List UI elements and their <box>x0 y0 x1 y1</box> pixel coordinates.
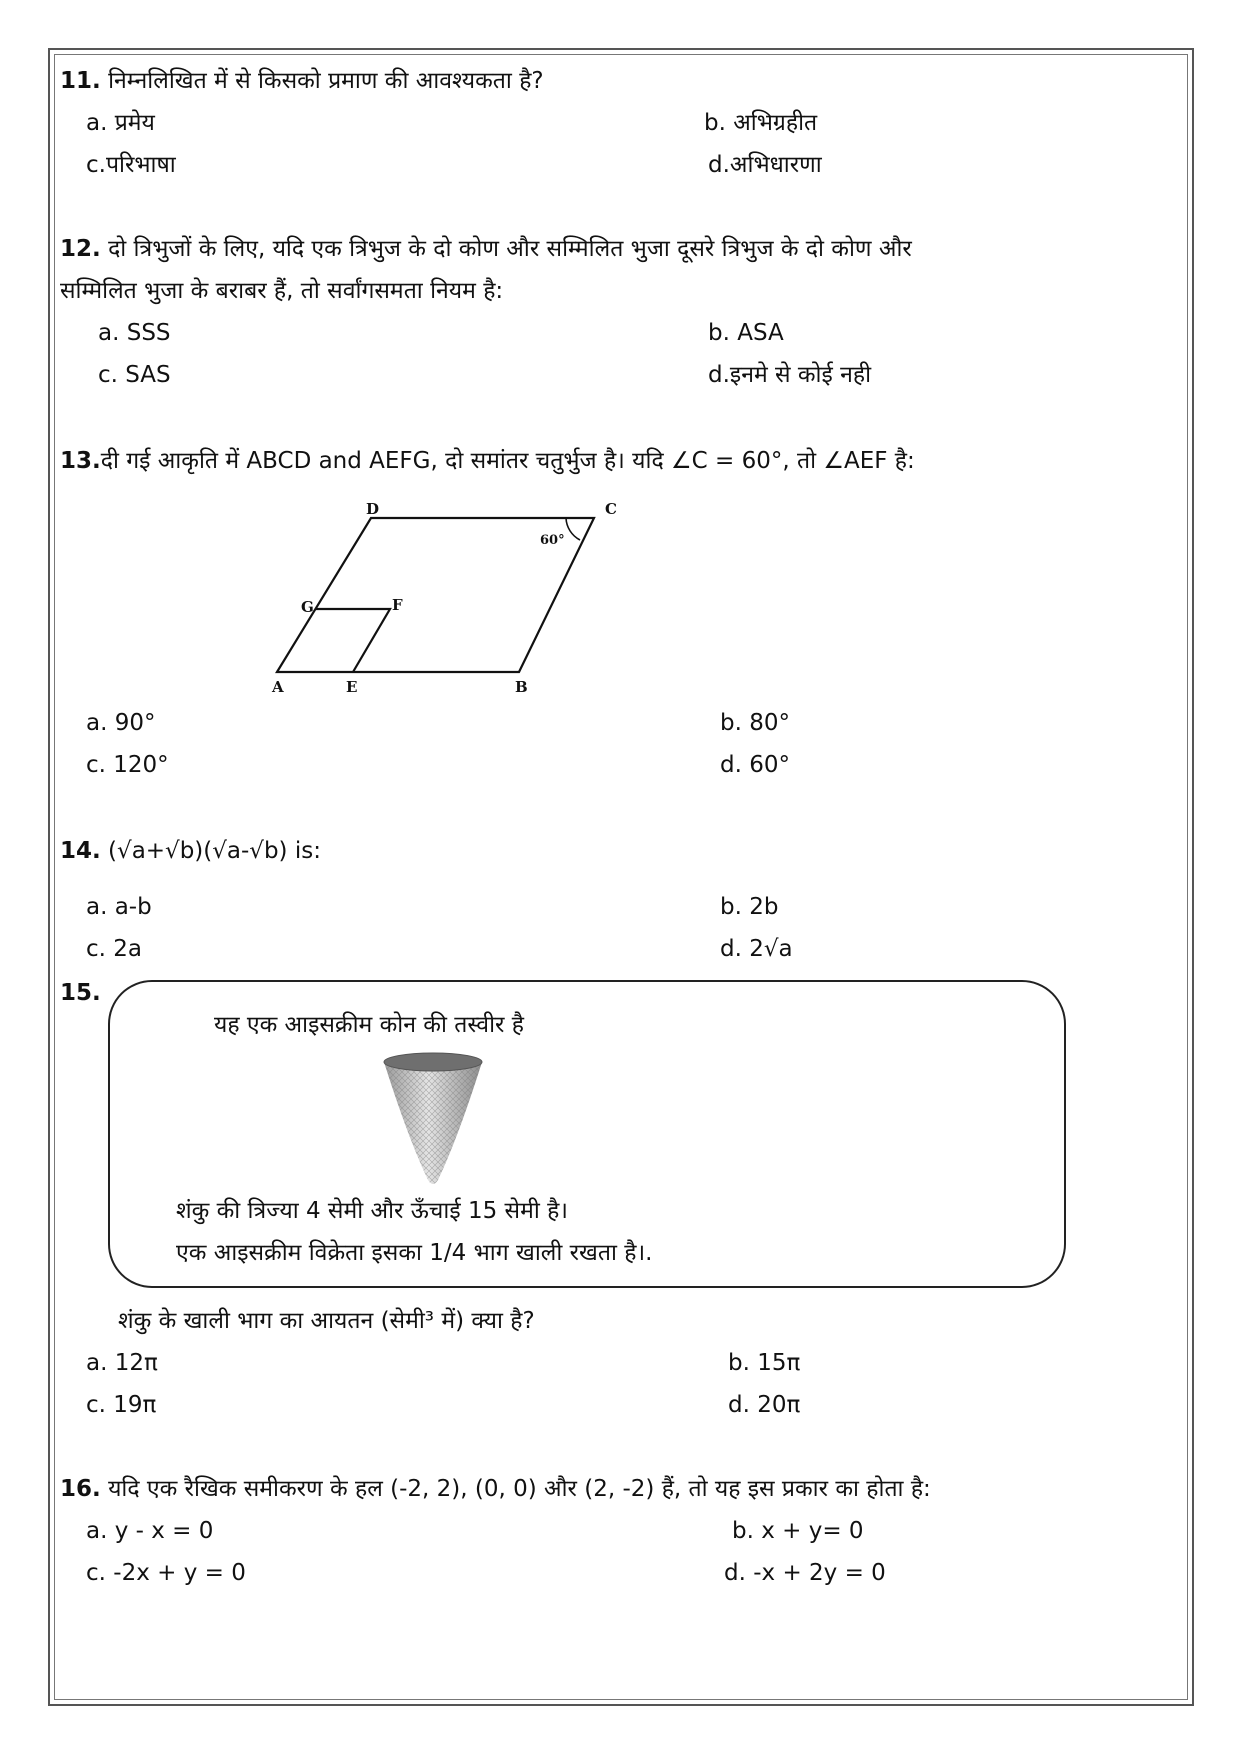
question-number: 14. <box>60 838 101 864</box>
option-14-c: c. 2a <box>86 936 142 962</box>
option-15-a: a. 12π <box>86 1350 158 1376</box>
option-15-c: c. 19π <box>86 1392 157 1418</box>
question-14 <box>60 836 321 866</box>
option-14-a: a. a-b <box>86 894 152 920</box>
option-12-a: a. SSS <box>98 320 171 346</box>
angle-arc <box>566 518 580 540</box>
label-c: C <box>605 500 617 518</box>
label-angle: 60° <box>540 533 565 548</box>
question-15-text: शंकु के खाली भाग का आयतन (सेमी³ में) क्या है? <box>118 1308 535 1334</box>
option-16-b: b. x + y= 0 <box>732 1518 864 1544</box>
option-16-a: a. y - x = 0 <box>86 1518 214 1544</box>
option-16-c: c. -2x + y = 0 <box>86 1560 246 1586</box>
option-15-b: b. 15π <box>728 1350 801 1376</box>
option-11-b: b. अभिग्रहीत <box>704 110 818 136</box>
label-f: F <box>392 596 403 614</box>
question-16 <box>60 1474 931 1504</box>
cone-opening <box>384 1053 482 1071</box>
option-13-a: a. 90° <box>86 710 156 736</box>
question-number: 16. <box>60 1476 101 1502</box>
question-12 <box>60 234 912 264</box>
cone-mesh <box>384 1062 482 1184</box>
option-11-a: a. प्रमेय <box>86 110 155 136</box>
option-14-d: d. 2√a <box>720 936 793 962</box>
question-text: (√a+√b)(√a-√b) is: <box>100 838 321 864</box>
option-15-d: d. 20π <box>728 1392 801 1418</box>
question-11 <box>60 66 544 96</box>
label-d: D <box>366 500 380 518</box>
ice-cream-cone-image <box>378 1048 488 1188</box>
question-text: दी गई आकृति में ABCD and AEFG, दो समांतर चतुर्भुज है। यदि ∠C = 60°, तो ∠AEF है: <box>100 448 915 474</box>
question-13 <box>60 446 915 476</box>
question-number: 13. <box>60 448 101 474</box>
option-12-b: b. ASA <box>708 320 784 346</box>
parallelogram-aefg-edges <box>316 609 390 672</box>
question-number: 11. <box>60 68 101 94</box>
option-16-d: d. -x + 2y = 0 <box>724 1560 886 1586</box>
question-number: 12. <box>60 236 101 262</box>
option-14-b: b. 2b <box>720 894 779 920</box>
option-12-d: d.इनमे से कोई नही <box>708 362 872 388</box>
question-15-number: 15. <box>60 980 101 1006</box>
option-11-d: d.अभिधारणा <box>708 152 822 178</box>
label-e: E <box>346 678 358 694</box>
question-12-text-line2: सम्मिलित भुजा के बराबर हैं, तो सर्वांगसमता नियम है: <box>60 278 504 304</box>
question-text: निम्नलिखित में से किसको प्रमाण की आवश्यकता है? <box>108 68 544 94</box>
label-b: B <box>515 678 528 694</box>
option-12-c: c. SAS <box>98 362 171 388</box>
box-title: यह एक आइसक्रीम कोन की तस्वीर है <box>214 1012 524 1038</box>
question-text: यदि एक रैखिक समीकरण के हल (-2, 2), (0, 0) और (2, -2) हैं, तो यह इस प्रकार का होता है: <box>108 1476 931 1502</box>
box-line-2: एक आइसक्रीम विक्रेता इसका 1/4 भाग खाली रखता है।. <box>176 1240 653 1266</box>
label-a: A <box>272 678 284 694</box>
option-13-d: d. 60° <box>720 752 790 778</box>
option-13-b: b. 80° <box>720 710 790 736</box>
option-11-c: c.परिभाषा <box>86 152 176 178</box>
option-13-c: c. 120° <box>86 752 169 778</box>
question-text-line1: दो त्रिभुजों के लिए, यदि एक त्रिभुज के दो कोण और सम्मिलित भुजा दूसरे त्रिभुज के दो कोण और <box>108 236 912 262</box>
label-g: G <box>301 598 314 616</box>
box-line-1: शंकु की त्रिज्या 4 सेमी और ऊँचाई 15 सेमी है। <box>176 1198 569 1224</box>
parallelogram-diagram <box>260 494 640 694</box>
